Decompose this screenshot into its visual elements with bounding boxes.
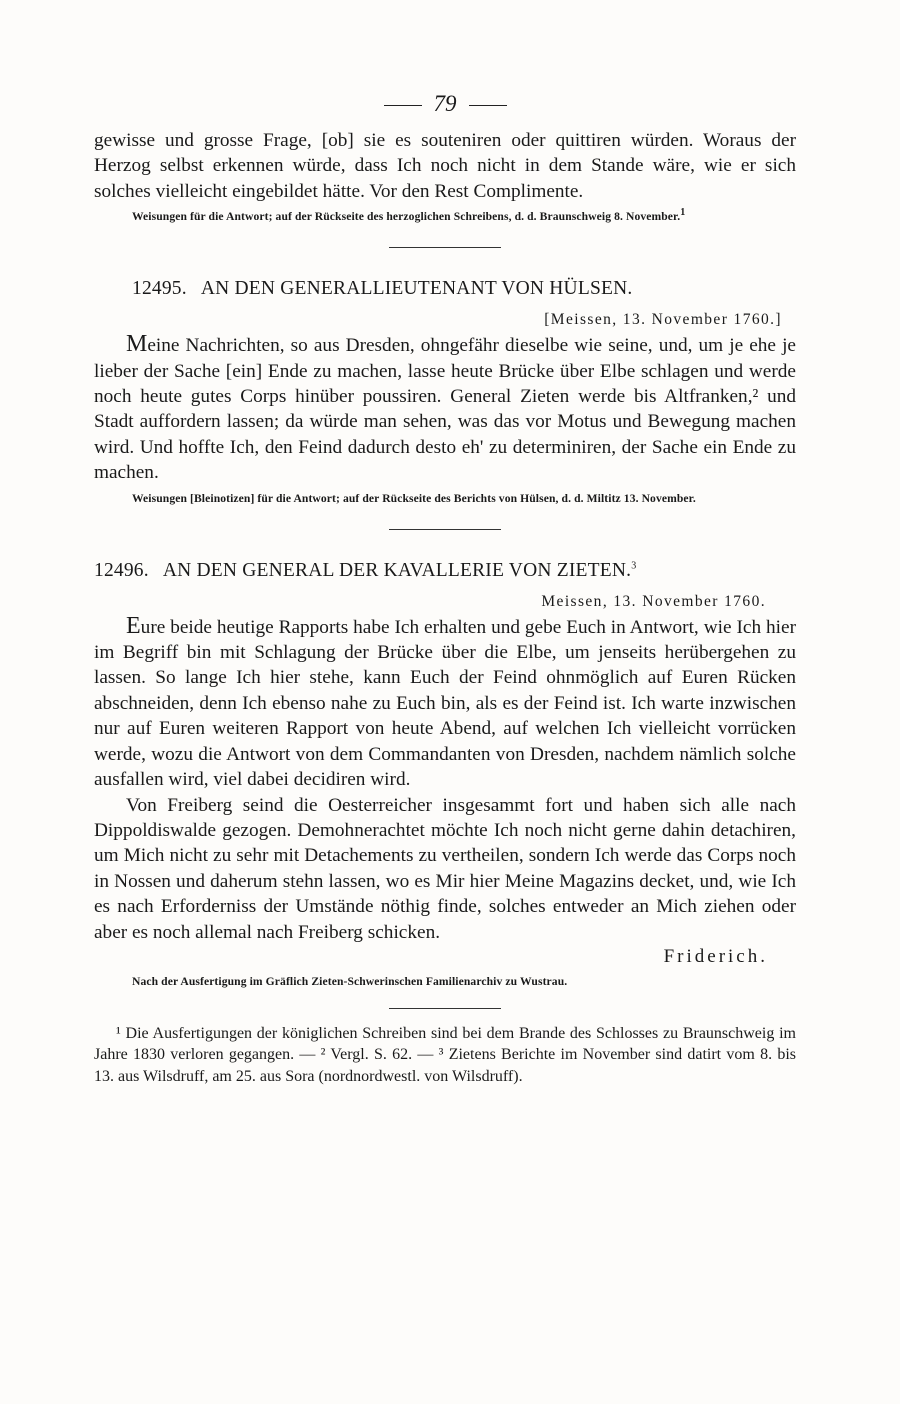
intro-note	[94, 209, 796, 225]
page-number-dash-right	[469, 105, 507, 106]
letter-1-body	[94, 332, 796, 485]
letter-2-note: Nach der Ausfertigung im Gräflich Zieten-Schwerinschen Familienarchiv zu Wustrau.	[132, 974, 568, 988]
letter-2-dateline: Meissen, 13. November 1760.	[541, 592, 766, 610]
letter-1-text: eine Nachrichten, so aus Dresden, ohngefähr dieselbe wie seine, und, um je ehe je lieber der Sache [ein] Ende zu machen, lasse heute Brücke über Elbe schlagen und werde noch heute gutes Corps hinüber poussiren. General Zieten werde bis Altfranken,² und Stadt auffordern lassen; da würde man sehen, was das vor Motus und Bewegung machen wird. Und hoffte Ich, den Feind dadurch desto eh' zu determiniren, der Sache ein Ende zu machen.	[94, 335, 796, 484]
letter-2-title: AN DEN GENERAL DER KAVALLERIE VON ZIETEN.	[162, 559, 632, 581]
letter-2-dropcap: E	[126, 612, 141, 639]
intro-note-ref: 1	[680, 207, 686, 219]
page-number-dash-left	[384, 105, 422, 106]
intro-paragraph: gewisse und grosse Frage, [ob] sie es souteniren oder quittiren würden. Woraus der Herzog selbst erkennen würde, dass Ich noch nicht in dem Stande wäre, wie er sich solches vielleicht eingebildet hätte. Vor den Rest Complimente.	[94, 130, 796, 202]
intro-note-text: Weisungen für die Antwort; auf der Rückseite des herzoglichen Schreibens, d. d. Braunschweig 8. November.	[132, 210, 681, 224]
page-number-text: 79	[433, 91, 457, 116]
letter-2-signature: Friderich.	[663, 945, 768, 967]
letter-1-dropcap: M	[126, 331, 148, 358]
letter-2-number: 12496.	[94, 559, 149, 581]
letter-2-paragraph-1-text: ure beide heutige Rapports habe Ich erhalten und gebe Euch in Antwort, wie Ich hier im Begriff bin mit Schlagung der Brücke über die Elbe, um jenseits herübergehen zu lassen. So lange Ich hier stehe, kann Euch der Feind ohnmöglich auf Euren Rücken abschneiden, denn Ich ebenso nahe zu Euch bin, als es der Feind ist. Ich warte inzwischen nur auf Euren weiteren Rapport von heute Abend, auf welchen Ich vielleicht vorrücken werde, wozu die Antwort von dem Commandanten von Dresden, nachdem nämlich solche ausfallen wird, viel dabei decidiren wird.	[94, 616, 796, 791]
letter-1-number: 12495.	[132, 278, 187, 300]
page-number	[94, 84, 796, 124]
letter-2-paragraph-2: Von Freiberg seind die Oesterreicher insgesammt fort und haben sich alle nach Dippoldiswalde gezogen. Demohnerachtet möchte Ich noch nicht gerne dahin detachiren, um Mich nicht zu sehr mit Detachements zu vertheilen, sondern Ich werde das Corps noch in Nossen und daherum stehn lassen, wo es Mir hier Meine Magazins decket, und, wie Ich es nach Erforderniss der Umstände nöthig finde, solches entweder an Mich ziehen oder aber es noch allemal nach Freiberg schicken.	[94, 794, 796, 943]
section-divider	[389, 247, 501, 248]
section-divider	[389, 529, 501, 530]
letter-1-title: AN DEN GENERALLIEUTENANT VON HÜLSEN.	[200, 278, 633, 300]
letter-2-heading	[94, 558, 796, 584]
letter-2-paragraph-1	[94, 614, 796, 793]
letter-1-dateline: [Meissen, 13. November 1760.]	[544, 311, 782, 329]
footnote-divider	[389, 1008, 501, 1009]
letter-2-title-ref: 3	[631, 560, 637, 572]
letter-1-note: Weisungen [Bleinotizen] für die Antwort; auf der Rückseite des Berichts von Hülsen, d. d. Miltitz 13. November.	[132, 491, 696, 505]
letter-1-heading	[94, 276, 796, 302]
footnotes: ¹ Die Ausfertigungen der königlichen Schreiben sind bei dem Brande des Schlosses zu Braunschweig im Jahre 1830 verloren gegangen. — ² Vergl. S. 62. — ³ Zietens Berichte im November sind datirt vom 8. bis 13. aus Wilsdruff, am 25. aus Sora (nordnordwestl. von Wilsdruff).	[94, 1024, 796, 1085]
book-page	[94, 84, 796, 1087]
